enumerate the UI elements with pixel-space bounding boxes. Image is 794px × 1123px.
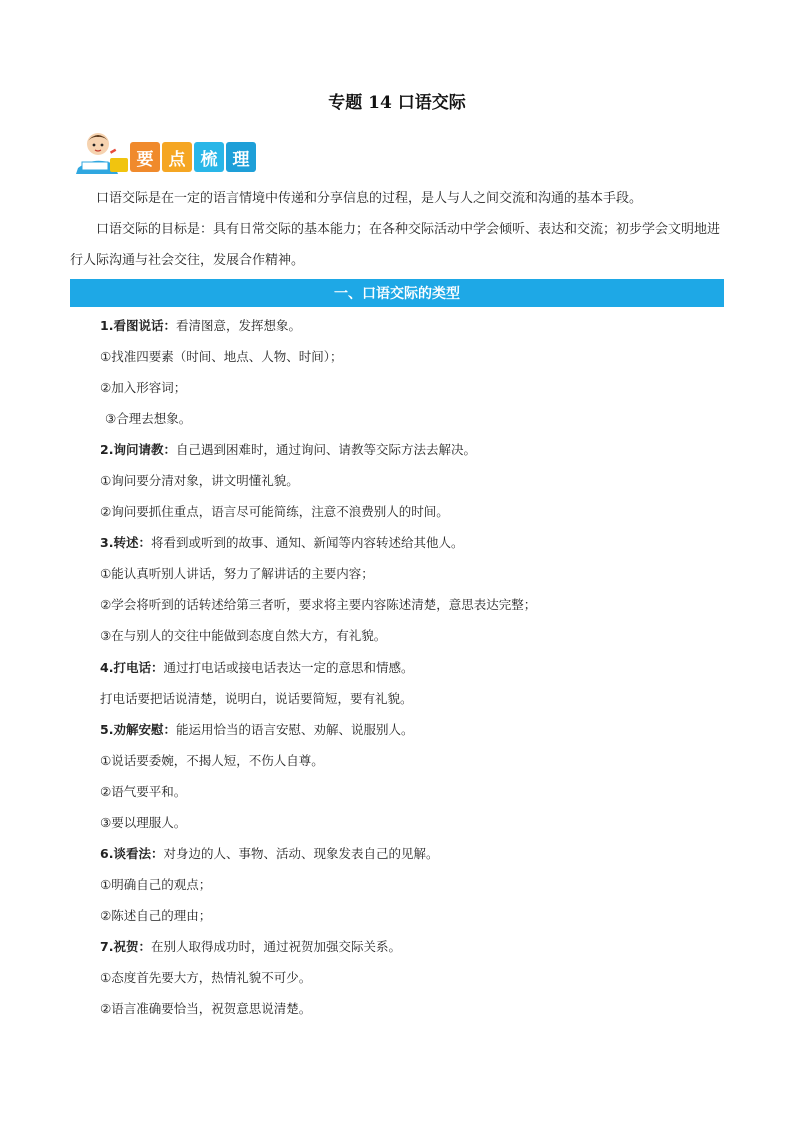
content-heading-line xyxy=(100,838,740,869)
line-text: ③在与别人的交往中能做到态度自然大方，有礼貌。 xyxy=(100,628,387,644)
content-line xyxy=(100,496,740,527)
banner-tile-3: 梳 xyxy=(194,142,224,172)
content-heading-line xyxy=(100,931,740,962)
line-heading: 3.转述： xyxy=(100,535,151,551)
banner-tile-1: 要 xyxy=(130,142,160,172)
line-text: ①能认真听别人讲话，努力了解讲话的主要内容； xyxy=(100,566,374,582)
page-title: 专题 14 口语交际 xyxy=(328,93,466,113)
student-reading-icon xyxy=(74,128,132,178)
line-text: 在别人取得成功时，通过祝贺加强交际关系。 xyxy=(150,938,401,954)
content-heading-line xyxy=(100,434,740,465)
key-points-banner xyxy=(74,128,274,178)
line-text: ②语气要平和。 xyxy=(100,783,187,799)
content-line xyxy=(100,403,740,434)
content-line xyxy=(100,372,740,403)
line-heading: 5.劝解安慰： xyxy=(100,721,176,737)
line-heading: 7.祝贺： xyxy=(100,938,151,954)
line-text: 打电话要把话说清楚，说明白，说话要简短，要有礼貌。 xyxy=(100,690,413,706)
content-line xyxy=(100,465,740,496)
line-text: 能运用恰当的语言安慰、劝解、说服别人。 xyxy=(175,721,414,737)
content-line xyxy=(100,993,740,1024)
content-line xyxy=(100,341,740,372)
line-text: 通过打电话或接电话表达一定的意思和情感。 xyxy=(163,659,414,675)
content-heading-line xyxy=(100,652,740,683)
line-text: ①说话要委婉，不揭人短，不伤人自尊。 xyxy=(100,752,324,768)
line-text: ①明确自己的观点； xyxy=(100,876,212,892)
content-line xyxy=(100,620,740,651)
line-text: ③要以理服人。 xyxy=(100,814,187,830)
line-text: ②询问要抓住重点，语言尽可能简练，注意不浪费别人的时间。 xyxy=(100,504,449,520)
intro-paragraph-2: 口语交际的目标是：具有日常交际的基本能力；在各种交际活动中学会倾听、表达和交流；初步学会文明地进行人际沟通与社会交往，发展合作精神。 xyxy=(70,222,721,268)
line-text: ②陈述自己的理由； xyxy=(100,907,212,923)
content-list xyxy=(100,310,740,1024)
content-line xyxy=(100,683,740,714)
line-heading: 6.谈看法： xyxy=(100,845,164,861)
line-text: 看清图意，发挥想象。 xyxy=(175,318,301,333)
section-header: 一、口语交际的类型 xyxy=(70,279,724,307)
content-line xyxy=(100,776,740,807)
content-line xyxy=(100,900,740,931)
content-heading-line xyxy=(100,310,740,341)
line-heading: 4.打电话： xyxy=(100,659,164,675)
line-text: 自己遇到困难时，通过询问、请教等交际方法去解决。 xyxy=(175,442,476,458)
line-text: 对身边的人、事物、活动、现象发表自己的见解。 xyxy=(163,845,439,861)
content-line xyxy=(100,589,740,620)
content-heading-line xyxy=(100,714,740,745)
line-text: ②语言准确要恰当，祝贺意思说清楚。 xyxy=(100,1001,312,1017)
content-line xyxy=(100,869,740,900)
content-heading-line xyxy=(100,527,740,558)
line-text: ③合理去想象。 xyxy=(105,411,192,427)
banner-tiles xyxy=(130,142,256,172)
line-text: 将看到或听到的故事、通知、新闻等内容转述给其他人。 xyxy=(150,535,464,551)
line-text: ①态度首先要大方，热情礼貌不可少。 xyxy=(100,969,312,985)
line-text: ②加入形容词； xyxy=(100,380,187,396)
content-line xyxy=(100,962,740,993)
line-text: ①询问要分清对象，讲文明懂礼貌。 xyxy=(100,473,299,489)
line-heading: 2.询问请教： xyxy=(100,442,176,458)
content-line xyxy=(100,558,740,589)
content-line xyxy=(100,745,740,776)
line-text: ②学会将听到的话转述给第三者听，要求将主要内容陈述清楚，意思表达完整； xyxy=(100,597,537,613)
banner-tile-4: 理 xyxy=(226,142,256,172)
content-line xyxy=(100,807,740,838)
intro-paragraph-1: 口语交际是在一定的语言情境中传递和分享信息的过程，是人与人之间交流和沟通的基本手段。 xyxy=(96,191,643,206)
line-text: ①找准四要素（时间、地点、人物、时间）； xyxy=(100,349,343,365)
banner-tile-2: 点 xyxy=(162,142,192,172)
line-heading: 1.看图说话： xyxy=(100,318,176,333)
